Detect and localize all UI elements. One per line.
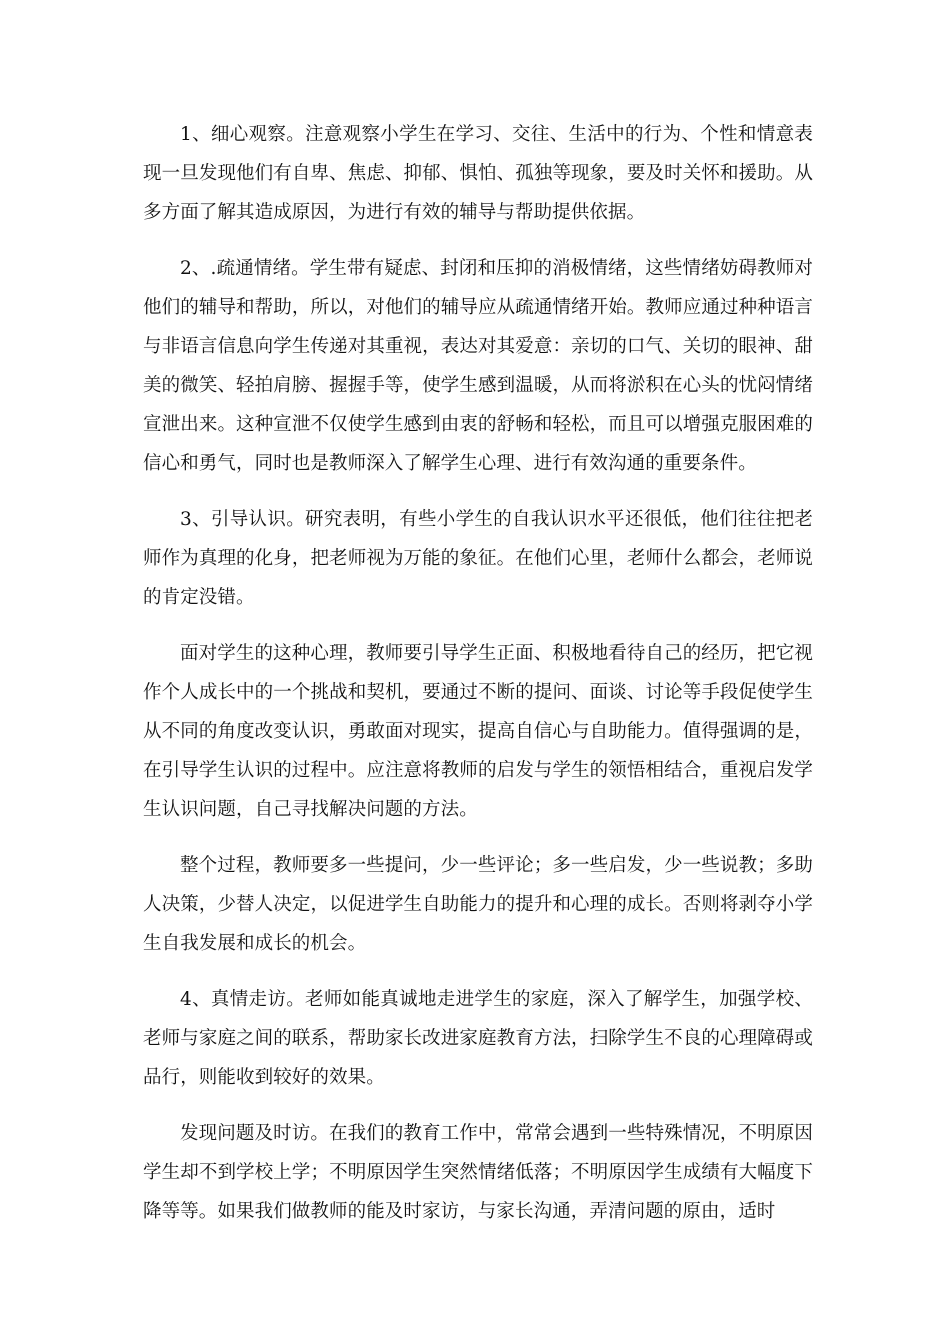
paragraph-careful-observation: 1、细心观察。注意观察小学生在学习、交往、生活中的行为、个性和情意表现一旦发现他们有自卑、焦虑、抑郁、惧怕、孤独等现象，要及时关怀和援助。从多方面了解其造成原因，为进行有效的辅导与帮助提供依据。 <box>143 124 813 223</box>
paragraph-home-visit: 4、真情走访。老师如能真诚地走进学生的家庭，深入了解学生，加强学校、老师与家庭之间的联系，帮助家长改进家庭教育方法，扫除学生不良的心理障碍或品行，则能收到较好的效果。 <box>143 989 813 1088</box>
paragraph-guide-understanding: 3、引导认识。研究表明，有些小学生的自我认识水平还很低，他们往往把老师作为真理的化身，把老师视为万能的象征。在他们心里，老师什么都会，老师说的肯定没错。 <box>143 509 813 608</box>
paragraph-ease-emotions: 2、.疏通情绪。学生带有疑虑、封闭和压抑的消极情绪，这些情绪妨碍教师对他们的辅导和帮助，所以，对他们的辅导应从疏通情绪开始。教师应通过种种语言与非语言信息向学生传递对其重视，表达对其爱意：亲切的口气、关切的眼神、甜美的微笑、轻拍肩膀、握握手等，使学生感到温暖，从而将淤积在心头的忧闷情绪宣泄出来。这种宣泄不仅使学生感到由衷的舒畅和轻松，而且可以增强克服困难的信心和勇气，同时也是教师深入了解学生心理、进行有效沟通的重要条件。 <box>143 258 813 474</box>
paragraph-student-mindset: 面对学生的这种心理，教师要引导学生正面、积极地看待自己的经历，把它视作个人成长中的一个挑战和契机，要通过不断的提问、面谈、讨论等手段促使学生从不同的角度改变认识，勇敢面对现实，提高自信心与自助能力。值得强调的是，在引导学生认识的过程中。应注意将教师的启发与学生的领悟相结合，重视启发学生认识问题，自己寻找解决问题的方法。 <box>143 643 813 820</box>
paragraph-timely-visit: 发现问题及时访。在我们的教育工作中，常常会遇到一些特殊情况，不明原因学生却不到学校上学；不明原因学生突然情绪低落；不明原因学生成绩有大幅度下降等等。如果我们做教师的能及时家访，与家长沟通，弄清问题的原由，适时 <box>143 1123 813 1222</box>
paragraph-whole-process: 整个过程，教师要多一些提问，少一些评论；多一些启发，少一些说教；多助人决策，少替人决定，以促进学生自助能力的提升和心理的成长。否则将剥夺小学生自我发展和成长的机会。 <box>143 855 813 954</box>
document-body <box>143 115 813 1248</box>
